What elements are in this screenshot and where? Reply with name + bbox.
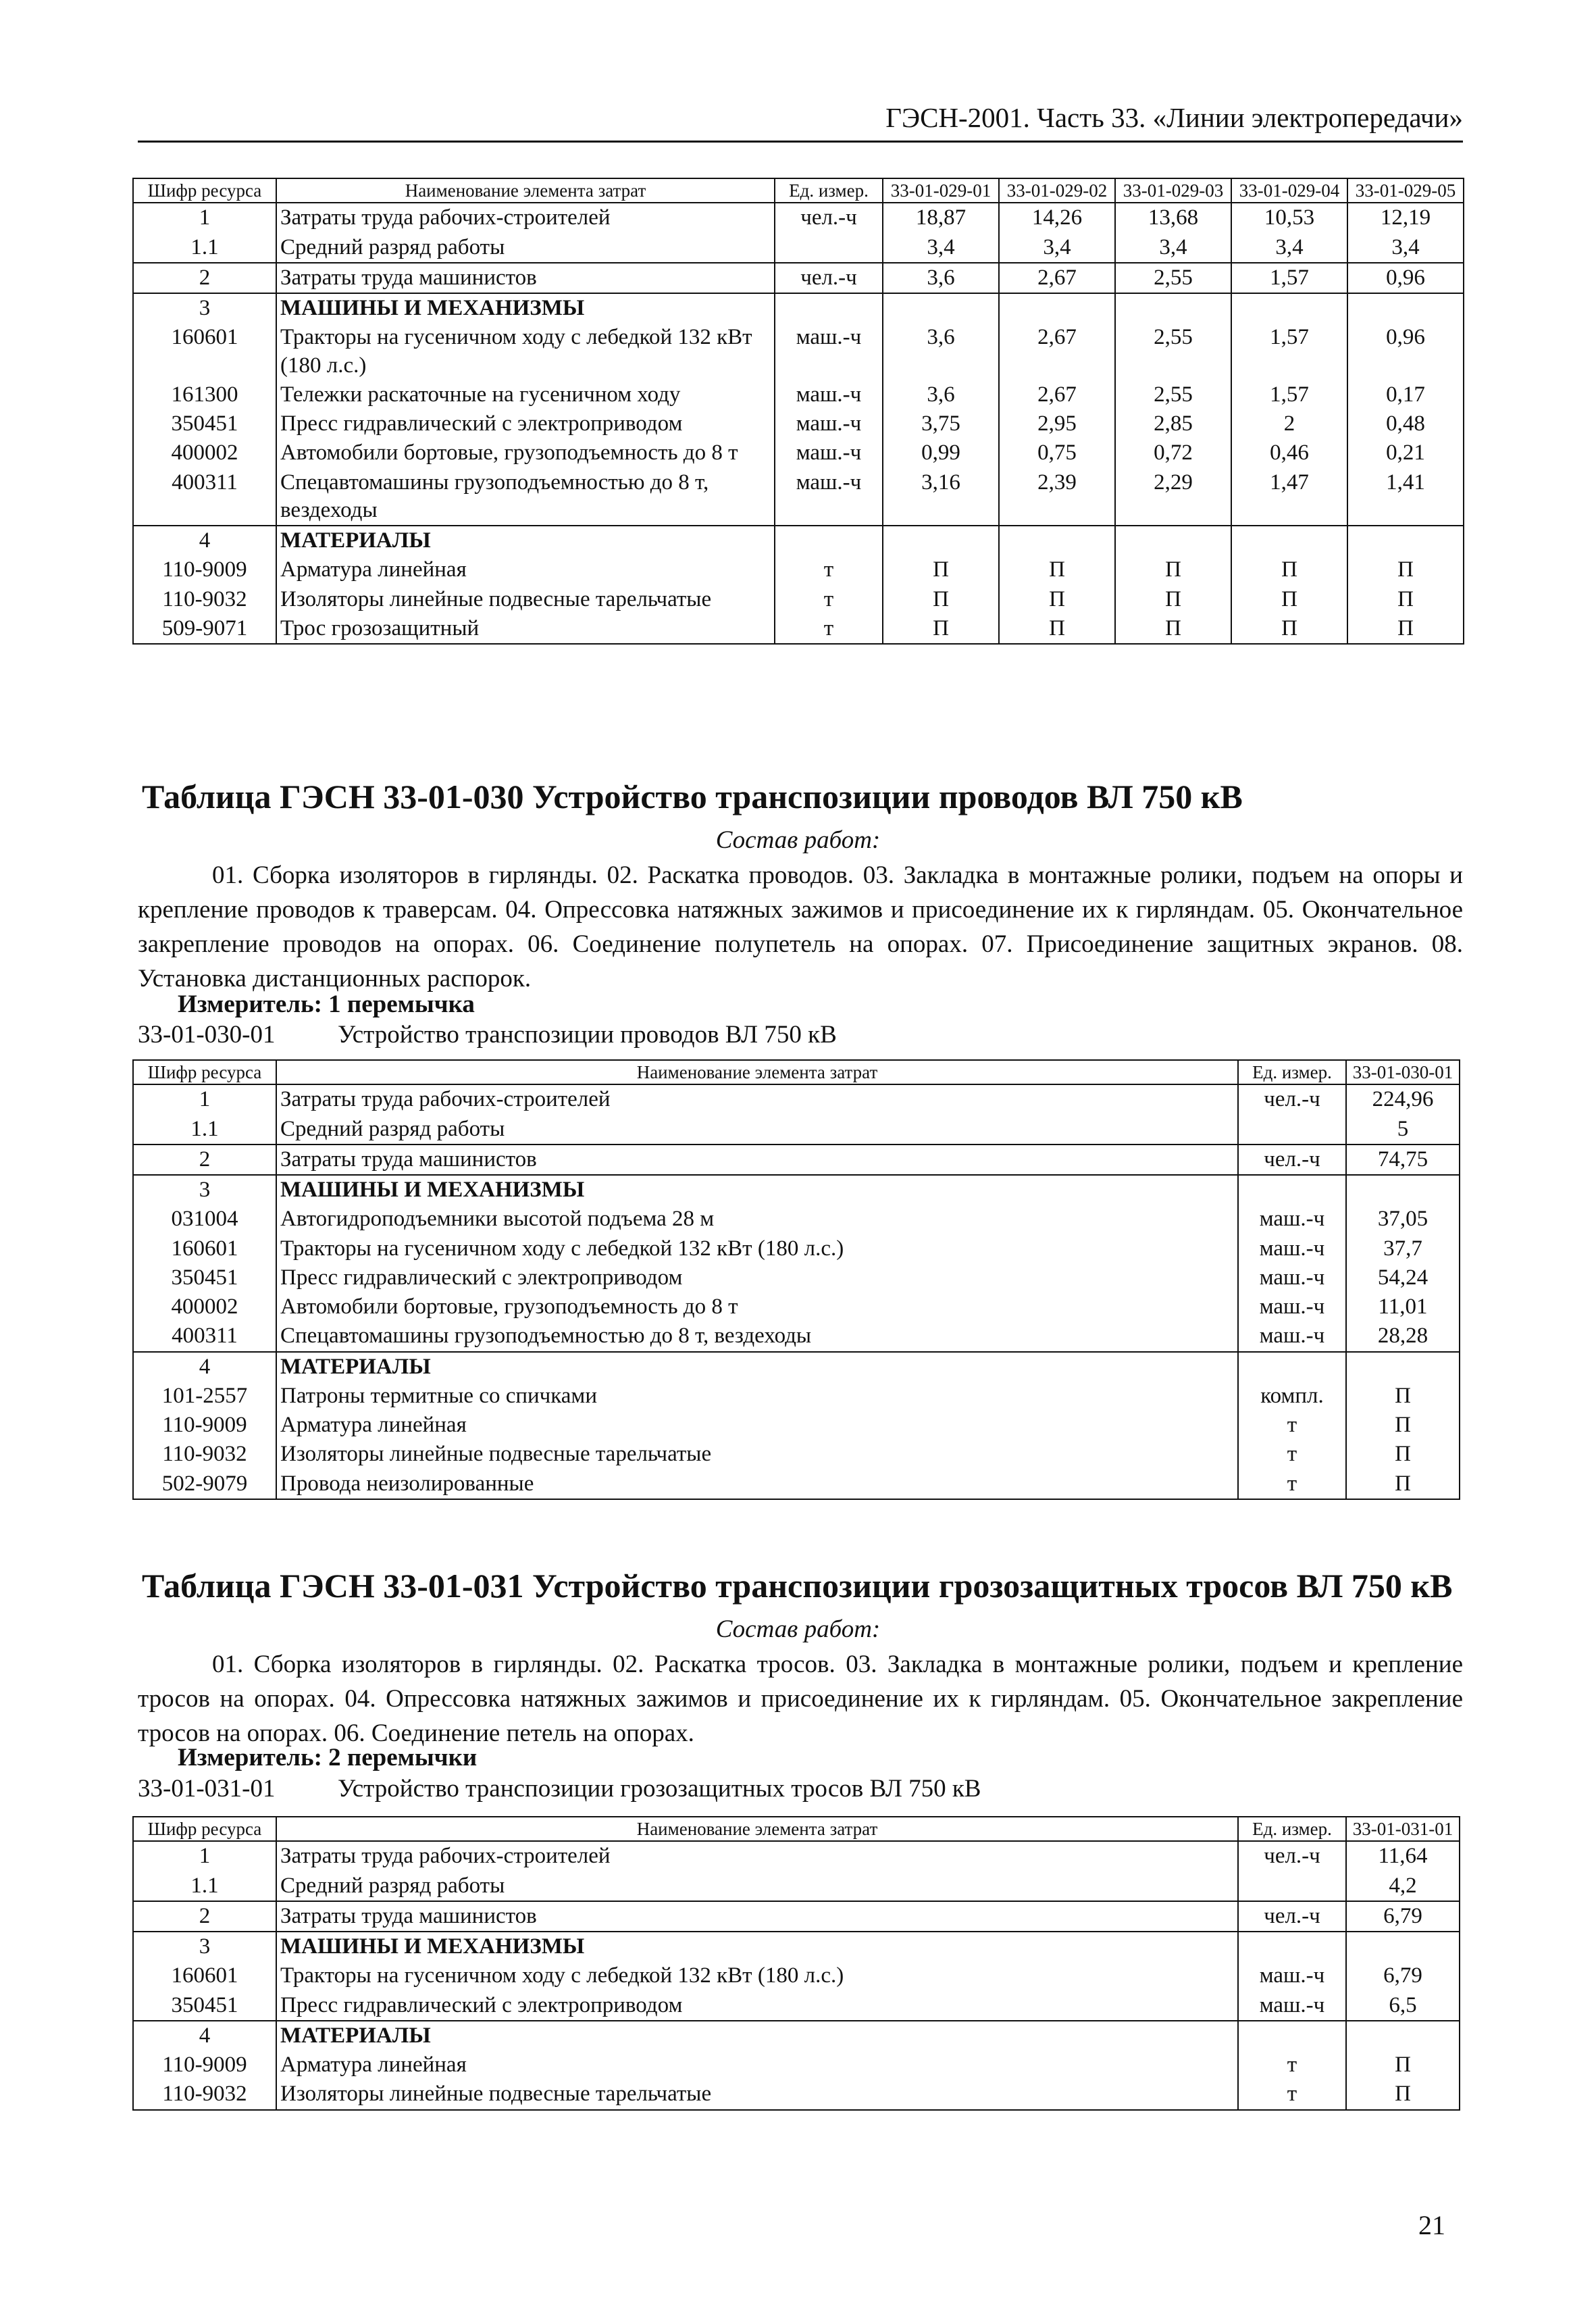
table-row (133, 2051, 1460, 2080)
norm-value: 74,75 (1346, 1145, 1460, 1175)
header-unit: Ед. измер. (1238, 1817, 1346, 1841)
norm-value: П (1231, 585, 1347, 614)
unit-cell: чел.-ч (775, 263, 883, 293)
norm-value: 3,4 (1115, 233, 1231, 263)
table-row (133, 323, 1464, 380)
unit-cell: т (1238, 1440, 1346, 1469)
table-row (133, 1469, 1460, 1499)
norm-value: П (1347, 585, 1464, 614)
table-row (133, 1871, 1460, 1901)
resource-name: Провода неизолированные (276, 1469, 1238, 1499)
resource-code: 350451 (133, 1263, 276, 1292)
header-code: Шифр ресурса (133, 1060, 276, 1084)
norm-value: П (1115, 614, 1231, 644)
unit-cell (775, 526, 883, 555)
resource-code: 3 (133, 293, 276, 323)
resource-name: Автогидроподъемники высотой подъема 28 м (276, 1205, 1238, 1234)
header-norm: 33-01-029-02 (999, 178, 1115, 203)
table-row (133, 468, 1464, 526)
norm-value (1346, 2021, 1460, 2051)
norm-value: 14,26 (999, 203, 1115, 232)
norm-value: 6,79 (1346, 1901, 1460, 1932)
norm-value: 2,67 (999, 263, 1115, 293)
norm-value: П (1347, 614, 1464, 644)
norm-value: П (883, 555, 999, 584)
unit-cell: маш.-ч (775, 409, 883, 438)
norm-value: П (1231, 555, 1347, 584)
table-row (133, 1115, 1460, 1145)
norm-value: 2,95 (999, 409, 1115, 438)
header-norm: 33-01-029-05 (1347, 178, 1464, 203)
resource-code: 110-9009 (133, 2051, 276, 2080)
unit-cell (775, 293, 883, 323)
header-norm: 33-01-030-01 (1346, 1060, 1460, 1084)
unit-cell: чел.-ч (1238, 1145, 1346, 1175)
resource-code: 1 (133, 1841, 276, 1871)
unit-cell: маш.-ч (1238, 1961, 1346, 1990)
header-norm: 33-01-029-01 (883, 178, 999, 203)
norm-value: П (1346, 1411, 1460, 1440)
unit-cell (1238, 1115, 1346, 1145)
table-row (133, 2080, 1460, 2109)
norm-line (138, 1020, 837, 1049)
unit-cell: т (775, 585, 883, 614)
resource-code: 502-9079 (133, 1469, 276, 1499)
unit-cell: маш.-ч (775, 380, 883, 409)
unit-cell: т (775, 614, 883, 644)
table-row (133, 263, 1464, 293)
unit-cell: т (1238, 1469, 1346, 1499)
resource-code: 160601 (133, 1234, 276, 1263)
norm-value (1346, 1932, 1460, 1961)
norm-value: 2,85 (1115, 409, 1231, 438)
norm-value: П (999, 555, 1115, 584)
norm-value: 2,55 (1115, 323, 1231, 380)
norm-value: 54,24 (1346, 1263, 1460, 1292)
resource-code: 031004 (133, 1205, 276, 1234)
resource-name: МАТЕРИАЛЫ (276, 2021, 1238, 2051)
norm-value: П (1346, 1382, 1460, 1411)
table-row (133, 1991, 1460, 2021)
table-row (133, 1382, 1460, 1411)
norm-value: П (1346, 2051, 1460, 2080)
norm-name: Устройство транспозиции проводов ВЛ 750 кВ (338, 1021, 837, 1049)
resource-name: Автомобили бортовые, грузоподъемность до 8 т (276, 438, 775, 468)
composition-heading: Состав работ: (715, 1615, 881, 1643)
norm-value: 3,4 (999, 233, 1115, 263)
resource-code: 110-9032 (133, 1440, 276, 1469)
norm-value: 0,99 (883, 438, 999, 468)
resource-name: Тракторы на гусеничном ходу с лебедкой 132 кВт (180 л.с.) (276, 1961, 1238, 1990)
resource-name: Затраты труда машинистов (276, 1145, 1238, 1175)
norm-value: 6,5 (1346, 1991, 1460, 2021)
composition-heading: Состав работ: (715, 826, 881, 854)
norm-value: 2,39 (999, 468, 1115, 526)
norm-value: 1,47 (1231, 468, 1347, 526)
norm-value: 13,68 (1115, 203, 1231, 232)
table-row (133, 1234, 1460, 1263)
unit-cell: чел.-ч (1238, 1841, 1346, 1871)
unit-cell: маш.-ч (775, 438, 883, 468)
resource-code: 400002 (133, 1292, 276, 1322)
norm-value: 3,4 (1347, 233, 1464, 263)
table-row (133, 555, 1464, 584)
resource-code: 110-9032 (133, 2080, 276, 2109)
norm-value: 37,05 (1346, 1205, 1460, 1234)
table-row (133, 1841, 1460, 1871)
resource-code: 161300 (133, 380, 276, 409)
unit-cell: чел.-ч (775, 203, 883, 232)
norm-value (883, 293, 999, 323)
table-row (133, 438, 1464, 468)
norm-value (1231, 526, 1347, 555)
norm-value: 11,64 (1346, 1841, 1460, 1871)
resource-name: Спецавтомашины грузоподъемностью до 8 т, вездеходы (276, 1322, 1238, 1351)
resource-name: Затраты труда рабочих-строителей (276, 1841, 1238, 1871)
norm-value: 28,28 (1346, 1322, 1460, 1351)
unit-cell: компл. (1238, 1382, 1346, 1411)
norm-value: П (1347, 555, 1464, 584)
norm-value (1347, 293, 1464, 323)
resource-code: 160601 (133, 1961, 276, 1990)
resource-code: 110-9032 (133, 585, 276, 614)
resource-name: МАТЕРИАЛЫ (276, 1352, 1238, 1382)
norm-value (1115, 526, 1231, 555)
table-row (133, 1084, 1460, 1114)
norm-value (1347, 526, 1464, 555)
resource-name: МАШИНЫ И МЕХАНИЗМЫ (276, 293, 775, 323)
unit-cell: маш.-ч (1238, 1205, 1346, 1234)
norm-value: 12,19 (1347, 203, 1464, 232)
table-body (133, 1084, 1460, 1499)
table-header-row (133, 1060, 1460, 1084)
norm-value: П (999, 585, 1115, 614)
norm-value: 2,67 (999, 323, 1115, 380)
norm-value: 3,6 (883, 323, 999, 380)
table-row (133, 2021, 1460, 2051)
table-row (133, 614, 1464, 644)
measure-unit: Измеритель: 1 перемычка (178, 990, 475, 1018)
norm-value: 0,96 (1347, 263, 1464, 293)
resource-code: 400002 (133, 438, 276, 468)
header-name: Наименование элемента затрат (276, 178, 775, 203)
resource-code: 2 (133, 1145, 276, 1175)
norm-value: 2,55 (1115, 380, 1231, 409)
resource-name: МАШИНЫ И МЕХАНИЗМЫ (276, 1932, 1238, 1961)
norm-value: П (883, 614, 999, 644)
resource-code: 2 (133, 263, 276, 293)
norm-value: П (999, 614, 1115, 644)
table-row (133, 1263, 1460, 1292)
unit-cell: маш.-ч (775, 323, 883, 380)
resource-table-030 (132, 1059, 1460, 1500)
resource-code: 350451 (133, 1991, 276, 2021)
resource-code: 101-2557 (133, 1382, 276, 1411)
resource-name: Затраты труда рабочих-строителей (276, 203, 775, 232)
table-row (133, 1411, 1460, 1440)
table-row (133, 1961, 1460, 1990)
norm-value: П (1346, 1440, 1460, 1469)
norm-value: 5 (1346, 1115, 1460, 1145)
norm-value: 11,01 (1346, 1292, 1460, 1322)
norm-value: 2,55 (1115, 263, 1231, 293)
norm-value (999, 293, 1115, 323)
unit-cell (1238, 1175, 1346, 1205)
norm-value: П (1346, 2080, 1460, 2109)
resource-code: 1 (133, 1084, 276, 1114)
resource-name: МАШИНЫ И МЕХАНИЗМЫ (276, 1175, 1238, 1205)
norm-value: 18,87 (883, 203, 999, 232)
resource-name: Изоляторы линейные подвесные тарельчатые (276, 1440, 1238, 1469)
unit-cell (1238, 1932, 1346, 1961)
norm-value: 3,16 (883, 468, 999, 526)
norm-value: 1,57 (1231, 263, 1347, 293)
table-row (133, 1145, 1460, 1175)
norm-value: 2,29 (1115, 468, 1231, 526)
table-row (133, 203, 1464, 232)
unit-cell (1238, 2021, 1346, 2051)
unit-cell: маш.-ч (1238, 1263, 1346, 1292)
resource-name: Трос грозозащитный (276, 614, 775, 644)
norm-value: 1,57 (1231, 380, 1347, 409)
table-body (133, 203, 1464, 644)
norm-value (1115, 293, 1231, 323)
header-unit: Ед. измер. (1238, 1060, 1346, 1084)
resource-code: 1.1 (133, 1871, 276, 1901)
running-header: ГЭСН-2001. Часть 33. «Линии электропередачи» (138, 101, 1463, 143)
norm-value (1346, 1352, 1460, 1382)
norm-value: 0,96 (1347, 323, 1464, 380)
norm-value: 0,21 (1347, 438, 1464, 468)
unit-cell: маш.-ч (1238, 1292, 1346, 1322)
resource-name: Изоляторы линейные подвесные тарельчатые (276, 585, 775, 614)
norm-value: 3,75 (883, 409, 999, 438)
resource-code: 4 (133, 1352, 276, 1382)
resource-name: Средний разряд работы (276, 233, 775, 263)
resource-name: Патроны термитные со спичками (276, 1382, 1238, 1411)
resource-code: 1 (133, 203, 276, 232)
norm-value: П (1115, 555, 1231, 584)
unit-cell (1238, 1352, 1346, 1382)
resource-name: Автомобили бортовые, грузоподъемность до 8 т (276, 1292, 1238, 1322)
unit-cell: т (1238, 2080, 1346, 2109)
header-unit: Ед. измер. (775, 178, 883, 203)
table-row (133, 1440, 1460, 1469)
unit-cell: т (775, 555, 883, 584)
norm-value: 0,75 (999, 438, 1115, 468)
norm-value: 3,4 (1231, 233, 1347, 263)
norm-value: 0,46 (1231, 438, 1347, 468)
norm-value: 3,4 (883, 233, 999, 263)
norm-value: 0,72 (1115, 438, 1231, 468)
norm-value (1346, 1175, 1460, 1205)
resource-code: 3 (133, 1175, 276, 1205)
norm-value: 1,41 (1347, 468, 1464, 526)
norm-code: 33-01-030-01 (138, 1021, 276, 1049)
resource-name: Средний разряд работы (276, 1871, 1238, 1901)
resource-code: 110-9009 (133, 555, 276, 584)
norm-value (883, 526, 999, 555)
resource-name: Арматура линейная (276, 1411, 1238, 1440)
norm-value (999, 526, 1115, 555)
norm-value: П (1115, 585, 1231, 614)
table-title: Таблица ГЭСН 33-01-030 Устройство транспозиции проводов ВЛ 750 кВ (142, 778, 1243, 815)
table-row (133, 526, 1464, 555)
resource-code: 160601 (133, 323, 276, 380)
resource-table-029 (132, 178, 1464, 645)
resource-code: 4 (133, 2021, 276, 2051)
table-row (133, 293, 1464, 323)
resource-name: Изоляторы линейные подвесные тарельчатые (276, 2080, 1238, 2109)
norm-value: П (1231, 614, 1347, 644)
norm-value: 3,6 (883, 263, 999, 293)
resource-name: Спецавтомашины грузоподъемностью до 8 т, вездеходы (276, 468, 775, 526)
resource-code: 400311 (133, 468, 276, 526)
norm-value: 4,2 (1346, 1871, 1460, 1901)
resource-code: 1.1 (133, 1115, 276, 1145)
resource-name: Средний разряд работы (276, 1115, 1238, 1145)
resource-name: Пресс гидравлический с электроприводом (276, 409, 775, 438)
table-row (133, 409, 1464, 438)
unit-cell: маш.-ч (1238, 1991, 1346, 2021)
table-row (133, 1175, 1460, 1205)
norm-value: 0,48 (1347, 409, 1464, 438)
resource-name: Арматура линейная (276, 2051, 1238, 2080)
resource-table-031 (132, 1816, 1460, 2111)
resource-name: Арматура линейная (276, 555, 775, 584)
resource-code: 3 (133, 1932, 276, 1961)
table-row (133, 1292, 1460, 1322)
table-row (133, 233, 1464, 263)
norm-value: 2,67 (999, 380, 1115, 409)
norm-line (138, 1774, 981, 1803)
norm-value: 1,57 (1231, 323, 1347, 380)
norm-value: П (883, 585, 999, 614)
table-row (133, 1352, 1460, 1382)
norm-value (1231, 293, 1347, 323)
resource-code: 2 (133, 1901, 276, 1932)
header-norm: 33-01-029-03 (1115, 178, 1231, 203)
unit-cell: маш.-ч (1238, 1322, 1346, 1351)
norm-value: 224,96 (1346, 1084, 1460, 1114)
norm-value: П (1346, 1469, 1460, 1499)
measure-unit: Измеритель: 2 перемычки (178, 1744, 478, 1771)
table-body (133, 1841, 1460, 2109)
resource-code: 350451 (133, 409, 276, 438)
table-row (133, 1205, 1460, 1234)
resource-name: Затраты труда машинистов (276, 263, 775, 293)
resource-code: 1.1 (133, 233, 276, 263)
resource-name: Пресс гидравлический с электроприводом (276, 1991, 1238, 2021)
norm-value: 6,79 (1346, 1961, 1460, 1990)
norm-value: 10,53 (1231, 203, 1347, 232)
resource-name: Тележки раскаточные на гусеничном ходу (276, 380, 775, 409)
unit-cell (1238, 1871, 1346, 1901)
table-row (133, 585, 1464, 614)
unit-cell (775, 233, 883, 263)
page-number: 21 (1418, 2210, 1445, 2240)
resource-name: Тракторы на гусеничном ходу с лебедкой 132 кВт (180 л.с.) (276, 323, 775, 380)
unit-cell: чел.-ч (1238, 1901, 1346, 1932)
table-header-row (133, 178, 1464, 203)
unit-cell: чел.-ч (1238, 1084, 1346, 1114)
resource-name: Пресс гидравлический с электроприводом (276, 1263, 1238, 1292)
unit-cell: т (1238, 2051, 1346, 2080)
table-header-row (133, 1817, 1460, 1841)
composition-text: 01. Сборка изоляторов в гирлянды. 02. Раскатка тросов. 03. Закладка в монтажные ролики, подъем и крепление тросов на опорах. 04. Опрессовка натяжных зажимов и присоединение их к гирляндам. 05. Окончательное закрепление тросов на опорах. 06. Соединение петель на опорах. (138, 1651, 1463, 1747)
table-title: Таблица ГЭСН 33-01-031 Устройство транспозиции грозозащитных тросов ВЛ 750 кВ (142, 1567, 1453, 1605)
resource-name: МАТЕРИАЛЫ (276, 526, 775, 555)
header-norm: 33-01-029-04 (1231, 178, 1347, 203)
header-name: Наименование элемента затрат (276, 1817, 1238, 1841)
table-row (133, 1322, 1460, 1351)
norm-value: 2 (1231, 409, 1347, 438)
norm-value: 37,7 (1346, 1234, 1460, 1263)
resource-name: Тракторы на гусеничном ходу с лебедкой 132 кВт (180 л.с.) (276, 1234, 1238, 1263)
resource-name: Затраты труда рабочих-строителей (276, 1084, 1238, 1114)
resource-code: 110-9009 (133, 1411, 276, 1440)
header-code: Шифр ресурса (133, 178, 276, 203)
resource-name: Затраты труда машинистов (276, 1901, 1238, 1932)
table-row (133, 1932, 1460, 1961)
header-code: Шифр ресурса (133, 1817, 276, 1841)
resource-code: 400311 (133, 1322, 276, 1351)
norm-value: 0,17 (1347, 380, 1464, 409)
unit-cell: маш.-ч (1238, 1234, 1346, 1263)
resource-code: 4 (133, 526, 276, 555)
unit-cell: маш.-ч (775, 468, 883, 526)
composition-text: 01. Сборка изоляторов в гирлянды. 02. Раскатка проводов. 03. Закладка в монтажные ролики, подъем на опоры и крепление проводов к траверсам. 04. Опрессовка натяжных зажимов и присоединение их к гирляндам. 05. Окончательное закрепление проводов на опорах. 06. Соединение полупетель на опорах. 07. Присоединение защитных экранов. 08. Установка дистанционных распорок. (138, 861, 1463, 992)
unit-cell: т (1238, 1411, 1346, 1440)
header-norm: 33-01-031-01 (1346, 1817, 1460, 1841)
header-name: Наименование элемента затрат (276, 1060, 1238, 1084)
norm-name: Устройство транспозиции грозозащитных тросов ВЛ 750 кВ (338, 1775, 981, 1803)
table-row (133, 380, 1464, 409)
norm-code: 33-01-031-01 (138, 1775, 276, 1803)
norm-value: 3,6 (883, 380, 999, 409)
table-row (133, 1901, 1460, 1932)
resource-code: 509-9071 (133, 614, 276, 644)
